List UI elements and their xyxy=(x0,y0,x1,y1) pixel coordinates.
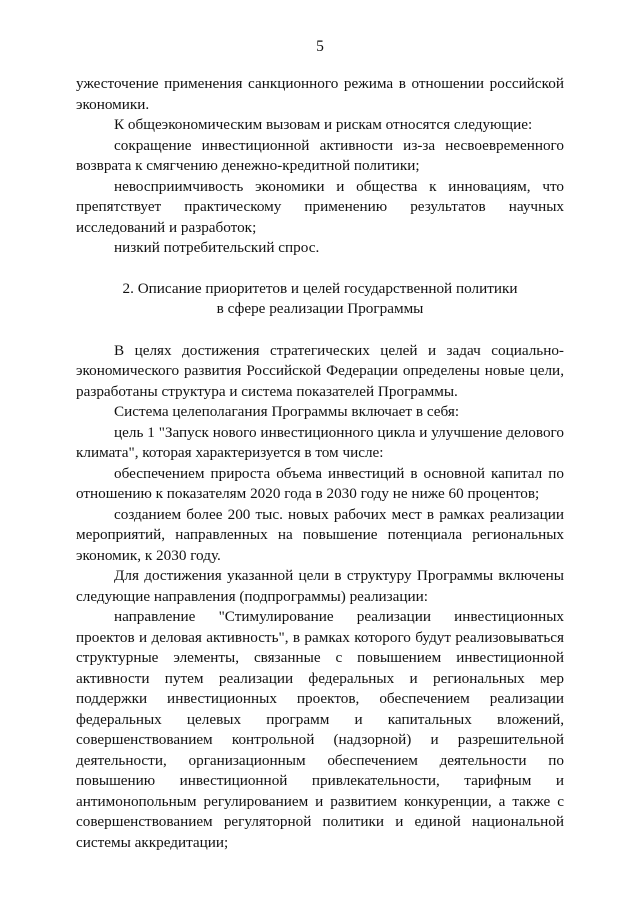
paragraph: Система целеполагания Программы включает в себя: xyxy=(114,403,460,420)
page-number: 5 xyxy=(316,38,324,55)
section-heading-line-2: в сфере реализации Программы xyxy=(216,300,424,317)
paragraph: К общеэкономическим вызовам и рискам относятся следующие: xyxy=(114,116,533,133)
paragraph: созданием более 200 тыс. новых рабочих мест в рамках реализации мероприятий, направленных на повышение потенциала региональных экономик, к 2030 году. xyxy=(76,505,564,564)
paragraph: Для достижения указанной цели в структуру Программы включены следующие направления (подпрограммы) реализации: xyxy=(76,567,564,605)
section-heading xyxy=(76,279,564,320)
paragraph: сокращение инвестиционной активности из-за несвоевременного возврата к смягчению денежно-кредитной политики; xyxy=(76,136,564,174)
paragraph: ужесточение применения санкционного режима в отношении российской экономики. xyxy=(76,75,564,113)
document-body xyxy=(76,74,564,853)
paragraph: обеспечением прироста объема инвестиций в основной капитал по отношению к показателям 2020 года в 2030 году не ниже 60 процентов; xyxy=(76,464,564,502)
paragraph: направление "Стимулирование реализации инвестиционных проектов и деловая активность", в рамках которого будут реализовываться структурные элементы, связанные с повышением инвестиционной активности путем реализации федеральных и региональных мер поддержки инвестиционных проектов, обеспечением реализации федеральных целевых программ и капитальных вложений, совершенствованием контрольной (надзорной) и разрешительной деятельности, организационным обеспечением деятельности по повышению инвестиционной привлекательности, тарифным и антимонопольным регулированием и развитием конкуренции, а также с совершенствованием регуляторной политики и единой национальной системы аккредитации; xyxy=(76,608,564,851)
paragraph: низкий потребительский спрос. xyxy=(114,239,320,256)
paragraph: невосприимчивость экономики и общества к инновациям, что препятствует практическому применению результатов научных исследований и разработок; xyxy=(76,177,564,236)
section-heading-line-1: 2. Описание приоритетов и целей государственной политики xyxy=(122,279,518,297)
paragraph: цель 1 "Запуск нового инвестиционного цикла и улучшение делового климата", которая характеризуется в том числе: xyxy=(76,423,564,461)
paragraph: В целях достижения стратегических целей и задач социально-экономического развития Российской Федерации определены новые цели, разработаны структура и система показателей Программы. xyxy=(76,341,564,400)
